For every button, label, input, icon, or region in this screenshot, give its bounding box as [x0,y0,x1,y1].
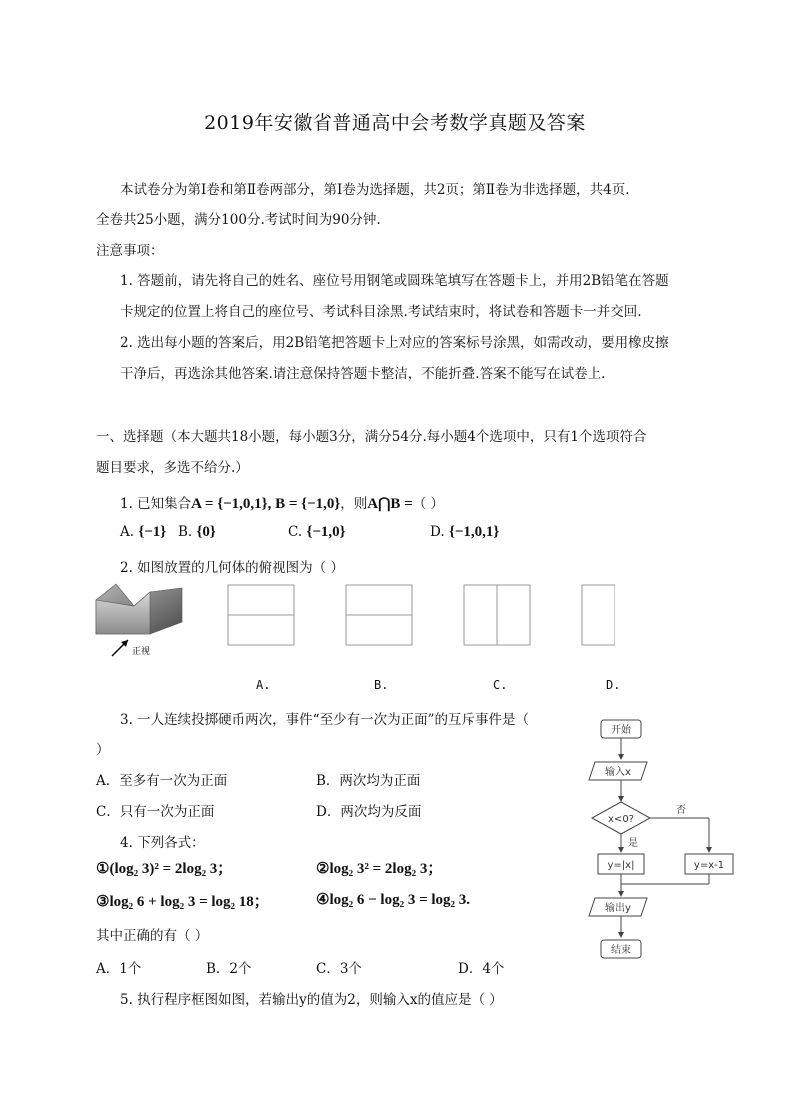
solid-figure [90,578,200,664]
page-title: 2019年安徽省普通高中会考数学真题及答案 [204,112,586,134]
q4-formula-1: ①(log₂ 3)² = 2log₂ 3； [96,861,233,877]
q2-label-a: A. [256,678,271,692]
question-5-stem: 5. 执行程序框图如图，若输出y的值为2，则输入x的值应是（ ） [120,992,503,1008]
q1-sets: A = {−1,0,1}, B = {−1,0} [191,496,341,512]
q1-intersection: A⋂B = [367,496,413,512]
q4-option-b: B．2个 [206,961,252,977]
question-3-stem-line-2: ） [96,742,110,758]
option-c-view [464,585,530,645]
q2-label-c: C. [493,678,508,692]
intro-line-1: 本试卷分为第Ⅰ卷和第Ⅱ卷两部分，第Ⅰ卷为选择题，共2页；第Ⅱ卷为非选择题，共4页. [120,182,630,198]
q4-formula-4: ④log₂ 6 − log₂ 3 = log₂ 3. [316,892,471,908]
question-1-stem [120,492,444,513]
q4-question: 其中正确的有（ ） [96,928,209,944]
notice-item-1-line-2: 卡规定的位置上将自己的座位号、考试科目涂黑.考试结束时，将试卷和答题卡一并交回. [120,304,642,320]
section-1-line-2: 题目要求，多选不给分.） [96,460,249,476]
q1-prefix: 1. 已知集合 [120,496,192,512]
flow-output-text: 输出y [605,903,631,914]
q1-option-c: C. {−1,0} [288,524,346,540]
question-2-stem: 2. 如图放置的几何体的俯视图为（ ） [120,560,344,576]
q1-mid: ，则 [340,496,368,512]
q2-label-d: D. [606,678,621,692]
option-a-view [228,585,294,645]
q3-option-d: D．两次均为反面 [316,804,422,820]
flow-no-branch-text: y=x-1 [693,860,725,871]
solid-caption: 正视 [132,647,151,657]
q4-formula-3: ③log₂ 6 + log₂ 3 = log₂ 18； [96,894,269,910]
notice-item-1-line-1: 1. 答题前，请先将自己的姓名、座位号用钢笔或圆珠笔填写在答题卡上，并用2B铅笔在答题 [120,273,669,289]
q1-paren: （ ） [412,496,445,512]
flow-cond-text: x<0? [608,814,634,825]
option-d-view [582,585,615,645]
q4-formula-2: ②log₂ 3² = 2log₂ 3； [316,861,443,877]
flowchart [578,712,748,966]
section-1-line-1: 一、选择题（本大题共18小题，每小题3分，满分54分.每小题4个选项中，只有1个选项符合 [96,429,647,445]
q3-option-b: B．两次均为正面 [316,773,421,789]
flow-yes-label: 是 [628,838,638,849]
top-view-options [225,584,615,650]
q4-option-d: D．4个 [458,961,505,977]
notice-heading: 注意事项： [96,243,164,259]
q1-option-d: D. {−1,0,1} [430,524,500,540]
question-4-stem: 4. 下列各式： [120,835,205,851]
flow-no-label: 否 [676,805,686,816]
intro-line-2: 全卷共25小题，满分100分.考试时间为90分钟. [96,212,381,228]
question-3-stem-line-1: 3. 一人连续投掷硬币两次，事件“至少有一次为正面”的互斥事件是（ [120,712,529,728]
option-b-view [346,585,412,645]
q3-option-a: A．至多有一次为正面 [96,773,228,789]
q1-option-b: B. {0} [178,524,216,540]
flow-yes-branch-text: y=|x| [607,860,635,871]
flow-input-text: 输入x [605,767,631,778]
q4-option-a: A．1个 [96,961,142,977]
flow-end-text: 结束 [611,945,631,956]
flow-start-text: 开始 [611,725,631,736]
q2-label-b: B. [374,678,389,692]
notice-item-2-line-1: 2. 选出每小题的答案后，用2B铅笔把答题卡上对应的答案标号涂黑，如需改动，要用橡皮擦 [120,335,669,351]
q3-option-c: C．只有一次为正面 [96,804,215,820]
q1-option-a: A. {−1} [120,524,167,540]
q4-option-c: C．3个 [316,961,362,977]
notice-item-2-line-2: 干净后，再选涂其他答案.请注意保持答题卡整洁，不能折叠.答案不能写在试卷上. [120,366,606,382]
